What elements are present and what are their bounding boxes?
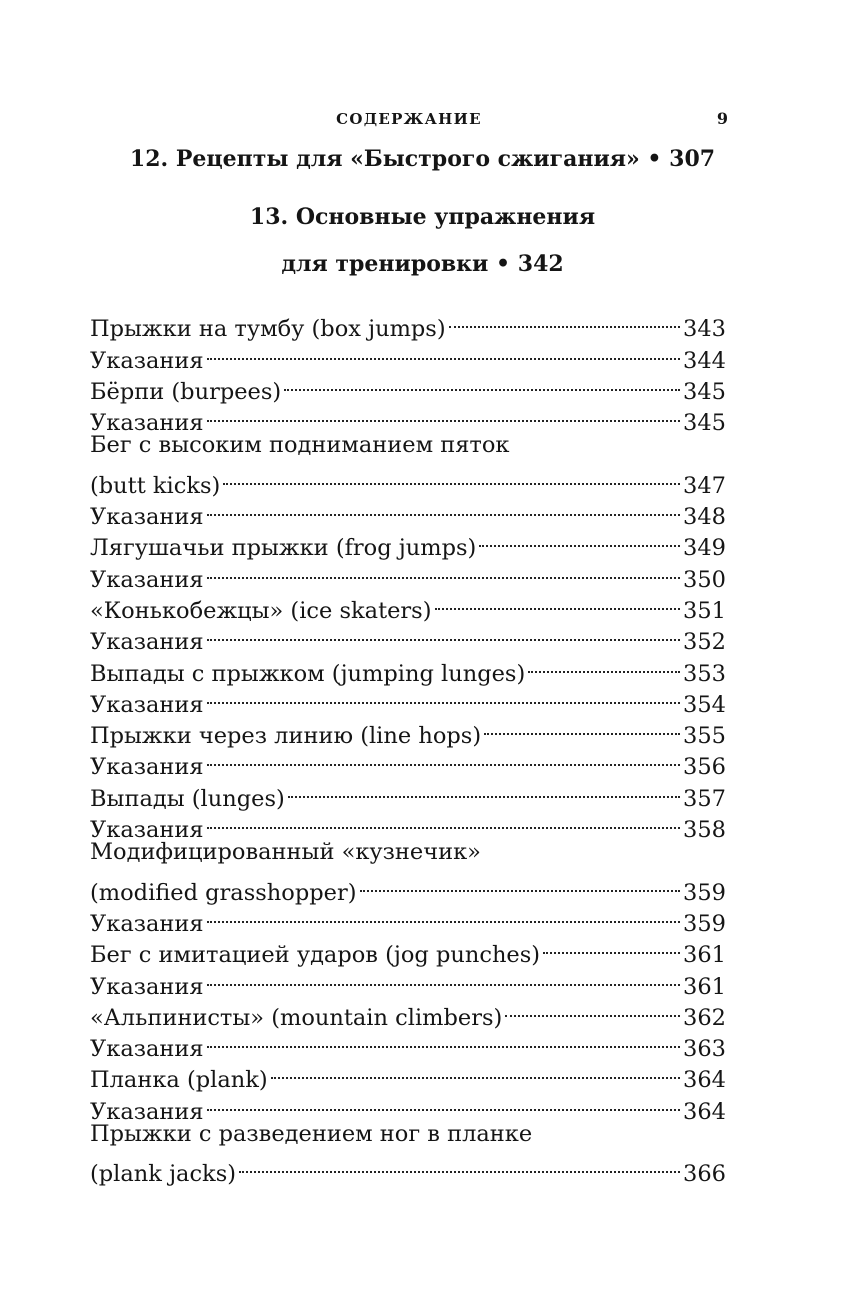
dot-leader [207,618,680,649]
dot-leader [207,962,680,993]
toc-entry-title: «Конькобежцы» (ice skaters) [90,597,432,624]
running-head [90,108,728,130]
toc-entry [90,868,726,906]
dot-leader [239,1150,680,1181]
toc-entry-title: (modified grasshopper) [90,879,357,906]
toc-entry-page: 345 [683,410,726,437]
toc-entry-page: 355 [683,723,726,750]
toc-entry-title: (plank jacks) [90,1161,237,1188]
dot-leader [207,555,680,586]
dot-leader [207,743,680,774]
toc-entry-page: 356 [683,754,726,781]
dot-leader [543,931,680,962]
toc-entry-title-line1: Прыжки с разведением ног в планке [90,1120,533,1147]
toc-entry-title: Выпады с прыжком (jumping lunges) [90,660,526,687]
toc-entry-title: Прыжки на тумбу (box jumps) [90,316,446,343]
toc-entry-title: Бёрпи (burpees) [90,378,282,405]
dot-leader [484,712,680,743]
dot-leader [449,305,680,336]
toc-entry-page: 344 [683,347,726,374]
dot-leader [207,399,680,430]
page-number: 9 [716,109,728,128]
toc-entry-title: Указания [90,1098,204,1125]
dot-leader [207,1087,680,1118]
toc-entry-title: Указания [90,347,204,374]
table-of-contents [90,305,726,1188]
toc-entry-title-line1: Бег с высоким подниманием пяток [90,432,510,459]
dot-leader [207,1025,680,1056]
toc-entry-page: 366 [683,1161,726,1188]
toc-entry [90,461,726,499]
toc-entry-page: 359 [683,910,726,937]
toc-entry-title: Планка (plank) [90,1067,268,1094]
toc-entry-page: 353 [683,660,726,687]
toc-entry [90,305,726,343]
dot-leader [207,900,680,931]
chapter-12-heading: 12. Рецепты для «Быстрого сжигания» • 307 [129,146,716,172]
toc-entry-page: 362 [683,1004,726,1031]
toc-entry-page: 347 [683,472,726,499]
dot-leader [479,524,680,555]
dot-leader [207,681,680,712]
toc-entry-page: 364 [683,1098,726,1125]
toc-entry-page: 361 [683,973,726,1000]
toc-entry-page: 343 [683,316,726,343]
toc-entry-title: Указания [90,566,204,593]
dot-leader [271,1056,680,1087]
dot-leader [223,461,680,492]
dot-leader [435,587,681,618]
toc-entry-page: 352 [683,629,726,656]
toc-entry-page: 363 [683,1036,726,1063]
toc-entry-title: Указания [90,817,204,844]
dot-leader [207,336,680,367]
toc-entry-title: Указания [90,910,204,937]
toc-entry-title: Указания [90,691,204,718]
toc-entry-title: Указания [90,973,204,1000]
toc-entry-page: 359 [683,879,726,906]
toc-entry-page: 364 [683,1067,726,1094]
dot-leader [207,806,680,837]
dot-leader [360,868,681,899]
toc-entry-title: Указания [90,629,204,656]
toc-entry-page: 357 [683,785,726,812]
toc-entry-title: Лягушачьи прыжки (frog jumps) [90,535,477,562]
toc-entry [90,1150,726,1188]
toc-entry-title: Указания [90,504,204,531]
toc-entry-title: «Альпинисты» (mountain climbers) [90,1004,503,1031]
dot-leader [505,994,680,1025]
toc-entry-title: Выпады (lunges) [90,785,285,812]
dot-leader [528,649,680,680]
dot-leader [284,368,680,399]
toc-entry-page: 351 [683,597,726,624]
dot-leader [288,774,680,805]
toc-entry-page: 349 [683,535,726,562]
toc-entry-title: (butt kicks) [90,472,221,499]
toc-entry-page: 350 [683,566,726,593]
toc-entry-title: Указания [90,1036,204,1063]
toc-entry-page: 345 [683,378,726,405]
toc-entry-page: 354 [683,691,726,718]
toc-entry-title: Указания [90,410,204,437]
chapter-13-heading-line1: 13. Основные упражнения [249,204,596,230]
toc-entry-page: 361 [683,942,726,969]
toc-entry-page: 358 [683,817,726,844]
chapter-13-heading-line2: для тренировки • 342 [281,251,564,277]
toc-entry-title: Указания [90,754,204,781]
toc-entry-title: Бег с имитацией ударов (jog punches) [90,942,541,969]
running-title: СОДЕРЖАНИЕ [336,110,482,128]
toc-entry-title-line1: Модифицированный «кузнечик» [90,839,481,866]
toc-entry-title: Прыжки через линию (line hops) [90,723,482,750]
toc-entry-page: 348 [683,504,726,531]
dot-leader [207,493,680,524]
